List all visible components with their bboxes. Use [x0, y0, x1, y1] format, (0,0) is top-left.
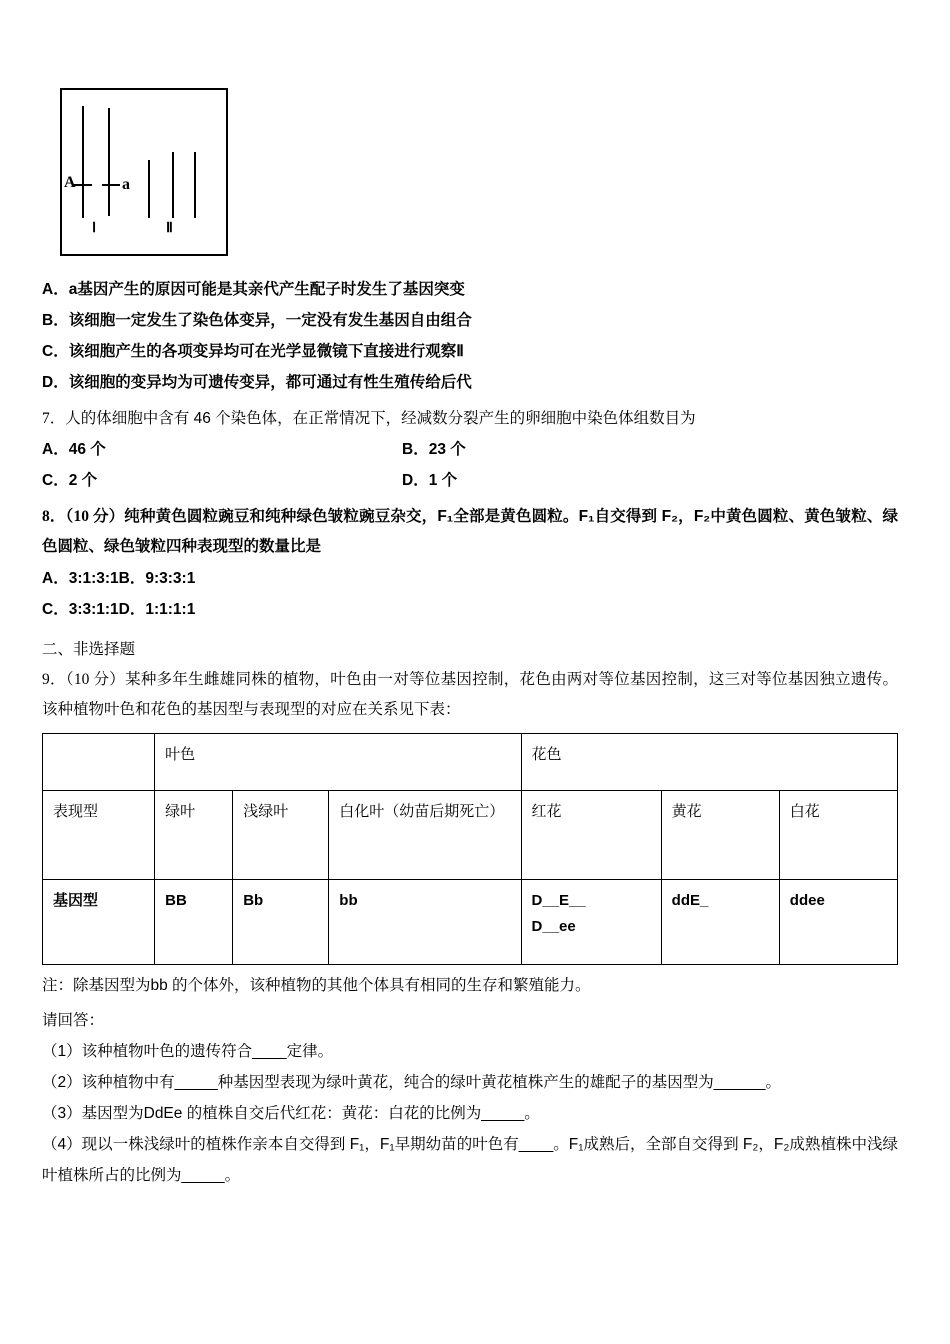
- table-row-label-phenotype: 表现型: [43, 791, 155, 880]
- genotype-bb: bb: [329, 880, 521, 965]
- table-cell-blank: [43, 734, 155, 791]
- genotype-phenotype-table: [42, 733, 898, 965]
- chromosome-II-c: [194, 152, 196, 218]
- table-header-flower-color: 花色: [521, 734, 897, 791]
- question7-stem: [42, 404, 898, 434]
- figure-border: [60, 88, 228, 256]
- chromosome-I-left: [82, 106, 84, 218]
- q6-option-a-body: a基因产生的原因可能是其亲代产生配子时发生了基因突变: [68, 281, 465, 298]
- question9-item-4: （4）现以一株浅绿叶的植株作亲本自交得到 F₁，F₁早期幼苗的叶色有____。F₁成熟后，全部自交得到 F₂，F₂成熟植株中浅绿叶植株所占的比例为_____。: [42, 1135, 898, 1184]
- question8-number: 8．（10 分）: [42, 508, 125, 526]
- allele-A-tick: [74, 184, 92, 186]
- q6-option-b-key: B．: [42, 312, 69, 329]
- table-row-phenotype: [43, 791, 898, 880]
- chromosome-figure: [60, 88, 898, 256]
- question9-item-2: （2）该种植物中有_____种基因型表现为绿叶黄花，纯合的绿叶黄花植株产生的雄配子的基因型为______。: [42, 1073, 781, 1091]
- q6-option-d-key: D．: [42, 374, 69, 391]
- genotype-Bb: Bb: [233, 880, 329, 965]
- answer-prompt: 请回答：: [42, 1011, 105, 1029]
- genotype-red-line2: D__ee: [531, 917, 576, 935]
- phenotype-red-flower: 红花: [521, 791, 661, 880]
- q6-option-c-key: C．: [42, 343, 69, 360]
- table-row-header: [43, 734, 898, 791]
- q7-option-c: C．2 个: [42, 472, 98, 490]
- table-row-genotype: [43, 880, 898, 965]
- q7-option-a: A．46 个: [42, 441, 106, 459]
- q8-options-cd: C．3:3:1:1D．1:1:1:1: [42, 600, 196, 618]
- genotype-BB: BB: [155, 880, 233, 965]
- q6-option-c: [42, 336, 898, 367]
- question9-stem: [42, 665, 898, 725]
- question7-options-row2: [42, 465, 898, 496]
- question9-text: 某种多年生雌雄同株的植物，叶色由一对等位基因控制，花色由两对等位基因控制，这三对等位基因独立遗传。该种植物叶色和花色的基因型与表现型的对应在关系见下表：: [42, 670, 898, 719]
- allele-a-tick: [102, 184, 120, 186]
- table-row-label-genotype: 基因型: [43, 880, 155, 965]
- question9-item-1: （1）该种植物叶色的遗传符合____定律。: [42, 1042, 334, 1060]
- label-group-II: Ⅱ: [166, 221, 173, 236]
- phenotype-albino-leaf: 白化叶（幼苗后期死亡）: [329, 791, 521, 880]
- label-A: A: [64, 174, 76, 191]
- phenotype-green-leaf: 绿叶: [155, 791, 233, 880]
- phenotype-light-green-leaf: 浅绿叶: [233, 791, 329, 880]
- q6-option-d-body: 该细胞的变异均为可遗传变异，都可通过有性生殖传给后代: [68, 374, 472, 391]
- genotype-red-flower: [521, 880, 661, 965]
- phenotype-yellow-flower: 黄花: [661, 791, 779, 880]
- q6-option-b-body: 该细胞一定发生了染色体变异，一定没有发生基因自由组合: [68, 312, 472, 329]
- phenotype-white-flower: 白花: [779, 791, 897, 880]
- genotype-red-line1: D__E__: [531, 892, 586, 910]
- chromosome-I-right: [108, 108, 110, 216]
- question8-text: 纯种黄色圆粒豌豆和纯种绿色皱粒豌豆杂交，F₁全部是黄色圆粒。F₁自交得到 F₂，F₂中黄色圆粒、黄色皱粒、绿色圆粒、绿色皱粒四种表现型的数量比是: [42, 508, 898, 556]
- q6-option-d: [42, 367, 898, 398]
- q6-option-c-body: 该细胞产生的各项变异均可在光学显微镜下直接进行观察Ⅱ: [68, 343, 464, 360]
- q6-option-b: [42, 305, 898, 336]
- table-note: 注：除基因型为bb 的个体外，该种植物的其他个体具有相同的生存和繁殖能力。: [42, 977, 591, 995]
- q8-options-ab: A．3:1:3:1B．9:3:3:1: [42, 569, 196, 587]
- genotype-yellow-flower: ddE_: [661, 880, 779, 965]
- label-group-I: Ⅰ: [92, 221, 97, 236]
- question8-stem: [42, 502, 898, 562]
- question9-number: 9．（10 分）: [42, 670, 126, 688]
- question7-options-row1: [42, 434, 898, 465]
- question7-number: 7．: [42, 410, 66, 427]
- genotype-white-flower: ddee: [779, 880, 897, 965]
- q6-option-a-text: A．: [42, 281, 69, 298]
- question6-options: [42, 274, 898, 398]
- label-a: a: [122, 176, 130, 193]
- q7-option-d: D．1 个: [402, 472, 458, 490]
- question9-item-3: （3）基因型为DdEe 的植株自交后代红花：黄花：白花的比例为_____。: [42, 1104, 540, 1122]
- chromosome-II-b: [172, 152, 174, 218]
- section2-title: 二、非选择题: [42, 640, 136, 658]
- q6-option-a: [42, 274, 898, 305]
- table-header-leaf-color: 叶色: [155, 734, 521, 791]
- question7-text: 人的体细胞中含有 46 个染色体，在正常情况下，经减数分裂产生的卵细胞中染色体组数目为: [65, 410, 696, 427]
- chromosome-II-a: [148, 160, 150, 218]
- q7-option-b: B．23 个: [402, 441, 466, 459]
